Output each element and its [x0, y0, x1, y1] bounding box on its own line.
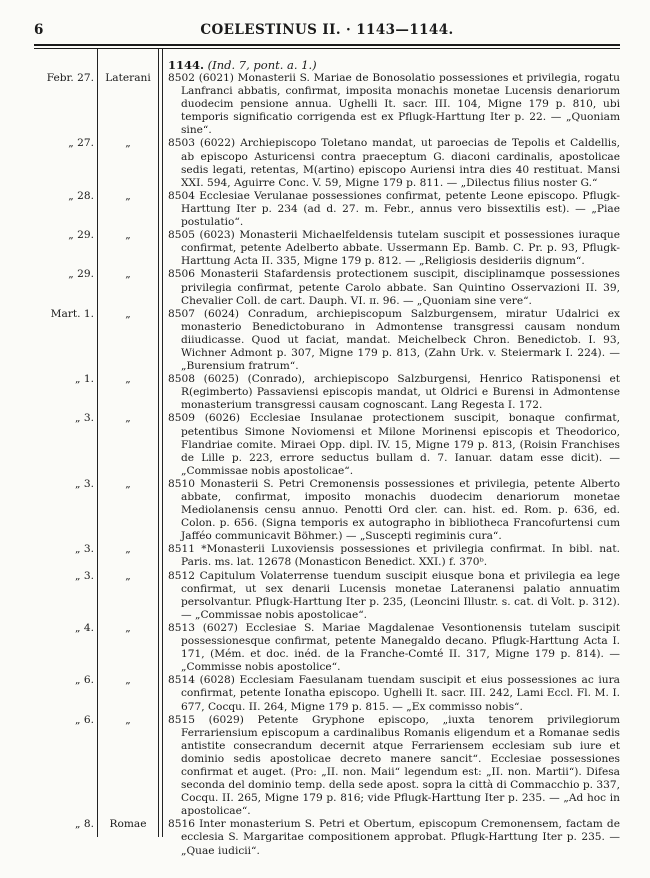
entry-place: „ — [125, 268, 131, 281]
header-rule-thin — [34, 48, 620, 49]
register-entry — [0, 373, 650, 412]
entry-text: 8512 Capitulum Volaterrense tuendum suscipit eiusque bona et privilegia ea lege confirmat, ut sex denarii Lucensis monetae Lateranensi palatio annuatim persolvantur. Pflugk-Harttung Iter p. 235, (Leoncini Illustr. s. cat. di Volt. p. 312). — „Commissae nobis apostolicae“. — [168, 569, 620, 621]
register-content — [0, 58, 650, 858]
entry-text: 8514 (6028) Ecclesiam Faesulanam tuendam suscipit et eius possessiones ac iura confirmat, petente Ionatha episcopo. Ughelli It. sacr. III. 242, Lami Eccl. Fl. M. I. 677, Cocqu. II. 264, Migne 179 p. 815. — „Ex commisso nobis“. — [168, 674, 620, 713]
entry-place: „ — [125, 189, 131, 202]
register-entry — [0, 622, 650, 674]
entry-place: „ — [125, 569, 131, 582]
entry-place: „ — [125, 137, 131, 150]
entry-text: 8516 Inter monasterium S. Petri et Obertum, episcopum Cremonensem, factam de ecclesia S. Margaritae compositionem approbat. Pflugk-Harttung Iter p. 235. — „Quae iudicii“. — [168, 818, 620, 857]
register-entry — [0, 818, 650, 857]
entry-date: Febr. 27. — [46, 72, 94, 84]
register-entry — [0, 190, 650, 229]
entry-date: „ 6. — [75, 713, 94, 726]
page-number: 6 — [34, 22, 44, 38]
entry-place: „ — [125, 412, 131, 425]
entry-text: 8504 Ecclesiae Verulanae possessiones confirmat, petente Leone episcopo. Pflugk-Harttung Iter p. 234 (ad d. 27. m. Febr., annus vero bissextilis est). — „Piae postulatio“. — [168, 189, 620, 229]
entry-date: „ 27. — [68, 137, 94, 150]
entry-date: „ 28. — [68, 189, 94, 202]
register-entry — [0, 268, 650, 307]
page-header — [34, 22, 620, 42]
entry-date: „ 29. — [68, 229, 94, 242]
entry-text: 8515 (6029) Petente Gryphone episcopo, „iuxta tenorem privilegiorum Ferrariensium episcopum a cardinalibus Romanis eligendum et a Romanae sedis antistite consecrandum decernit atque Ferrariensem ecclesiam sub iure et dominio sedis apostolicae decreto manere sancit“. Ecclesiae possessiones confirmat et auget. (Pro: „II. non. Maii“ legendum est: „II. non. Martii“). Difesa seconda del dominio temp. della sede apost. sopra la città di Commacchio p. 337, Cocqu. II. 265, Migne 179 p. 816; vide Pflugk-Harttung Iter p. 235. — „Ad hoc in apostolicae“. — [168, 713, 620, 818]
running-title: COELESTINUS II. · 1143—1144. — [200, 22, 454, 38]
entry-place: „ — [125, 543, 131, 556]
entry-text: 8510 Monasterii S. Petri Cremonensis possessiones et privilegia, petente Alberto abbate, confirmat, imposito monachis duodecim denariorum monetae Mediolanensis censu annuo. Penotti Ord cler. can. hist. ed. Rom. p. 636, ed. Colon. p. 656. (Signa temporis ex autographo in bibliotheca Francofurtensi cum Jafféo communicavit Böhmer.) — „Suscepti regiminis cura“. — [168, 477, 620, 543]
entry-place: „ — [125, 621, 131, 634]
entry-date: „ 3. — [75, 543, 94, 556]
entry-date: „ 8. — [75, 818, 94, 831]
register-entry — [0, 72, 650, 137]
register-entry — [0, 478, 650, 543]
register-entry — [0, 674, 650, 713]
register-entry — [0, 543, 650, 569]
entry-place: „ — [125, 373, 131, 386]
entry-place: „ — [125, 307, 131, 320]
year-heading — [168, 58, 650, 72]
entry-text: 8505 (6023) Monasterii Michaelfeldensis tutelam suscipit et possessiones iuraque confirmat, petente Adelberto abbate. Ussermann Ep. Bamb. C. Pr. p. 93, Pflugk-Harttung Acta II. 335, Migne 179 p. 812. — „Religiosis desideriis dignum“. — [168, 229, 620, 268]
register-entry — [0, 714, 650, 819]
register-entry — [0, 570, 650, 622]
register-entry — [0, 229, 650, 268]
entry-text: 8507 (6024) Conradum, archiepiscopum Salzburgensem, miratur Udalrici ex monasterio Benedictoburano in Admontense transgressi causam nondum diiudicasse. Quod ut faciat, mandat. Meichelbeck Chron. Benedictob. I. 93, Wichner Admont p. 307, Migne 179 p. 813, (Zahn Urk. v. Steiermark I. 224). — „Burensium fratrum“. — [168, 307, 620, 373]
entry-place: „ — [125, 713, 131, 726]
entry-place: Laterani — [105, 72, 151, 84]
entry-place: Romae — [109, 818, 147, 831]
entry-text: 8511 *Monasterii Luxoviensis possessiones et privilegia confirmat. In bibl. nat. Paris. ms. lat. 12678 (Monasticon Benedict. XXI.) f. 370ᵇ. — [168, 543, 620, 569]
entry-date: „ 1. — [75, 373, 94, 386]
header-rule — [34, 44, 620, 46]
entry-text: 8508 (6025) (Conrado), archiepiscopo Salzburgensi, Henrico Ratisponensi et R(egimberto) Passaviensi episcopis mandat, ut Oldrici e Burensi in Admontense monasterium transgressi causam cognoscant. Lang Regesta I. 172. — [168, 373, 620, 412]
entry-text: 8506 Monasterii Stafardensis protectionem suscipit, disciplinamque possessiones privilegia confirmat, petente Carolo abbate. San Quintino Osservazioni II. 39, Chevalier Coll. de cart. Dauph. VI. ɪɪ. 96. — „Quoniam sine vere“. — [168, 268, 620, 307]
entry-text: 8503 (6022) Archiepiscopo Toletano mandat, ut paroecias de Tepolis et Caldellis, ab episcopo Asturicensi contra praeceptum G. diaconi cardinalis, apostolicae sedis legati, retentas, M(artino) episcopo Auriensi intra dies 40 restituat. Mansi XXI. 594, Aguirre Conc. V. 59, Migne 179 p. 811. — „Dilectus filius noster G.“ — [168, 137, 620, 189]
indiction: (Ind. 7, pont. a. 1.) — [207, 58, 317, 72]
entry-date: „ 29. — [68, 268, 94, 281]
register-entry — [0, 308, 650, 373]
entry-text: 8502 (6021) Monasterii S. Mariae de Bonosolatio possessiones et privilegia, rogatu Lanfranci abbatis, confirmat, imposita monachis monetae Lucensis denariorum duodecim pensione annua. Ughelli It. sacr. III. 104, Migne 179 p. 810, ubi temporis significatio corrigenda est ex Pflugk-Harttung Iter p. 22. — „Quoniam sine“. — [168, 72, 620, 137]
entry-date: „ 3. — [75, 477, 94, 490]
entry-date: Mart. 1. — [50, 307, 94, 320]
entry-place: „ — [125, 477, 131, 490]
register-entry — [0, 412, 650, 477]
entry-text: 8513 (6027) Ecclesiae S. Mariae Magdalenae Vesontionensis tutelam suscipit possessionesque confirmat, petente Manegaldo decano. Pflugk-Harttung Acta I. 171, (Mém. et doc. inéd. de la Franche-Comté II. 317, Migne 179 p. 814). — „Commisse nobis apostolice“. — [168, 621, 620, 674]
entry-list — [0, 72, 650, 858]
entry-date: „ 6. — [75, 674, 94, 687]
entry-date: „ 4. — [75, 621, 94, 634]
year: 1144. — [168, 58, 205, 72]
register-entry — [0, 137, 650, 189]
entry-date: „ 3. — [75, 569, 94, 582]
entry-text: 8509 (6026) Ecclesiae Insulanae protectionem suscipit, bonaque confirmat, petentibus Simone Noviomensi et Milone Morinensi episcopis et Theodorico, Flandriae comite. Miraei Opp. dipl. IV. 15, Migne 179 p. 813, (Roisin Franchises de Lille p. 223, errore seductus bullam d. 7. Ianuar. datam esse dicit). — „Commissae nobis apostolicae“. — [168, 412, 620, 477]
entry-date: „ 3. — [75, 412, 94, 425]
entry-place: „ — [125, 674, 131, 687]
entry-place: „ — [125, 229, 131, 242]
